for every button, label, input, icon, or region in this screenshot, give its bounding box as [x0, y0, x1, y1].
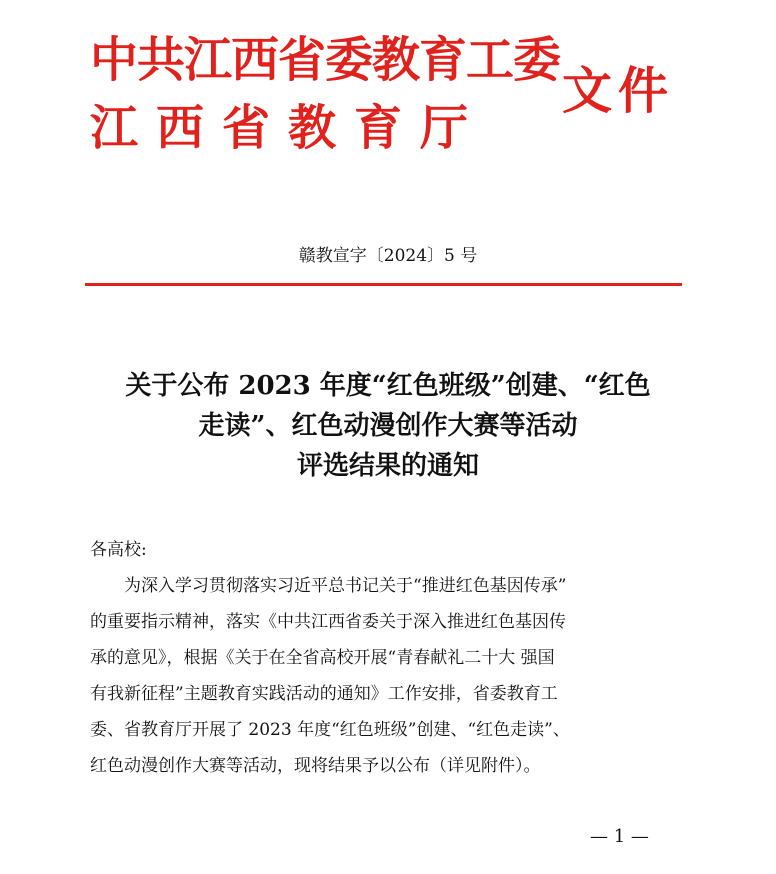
- salutation: 各高校:: [90, 540, 147, 560]
- title-line-2: 走读”、红色动漫创作大赛等活动: [198, 411, 578, 441]
- body-line: 承的意见》，根据《关于在全省高校开展“青春献礼二十大 强国: [90, 648, 555, 668]
- title-line-1: 关于公布 2023 年度“红色班级”创建、“红色: [125, 371, 651, 401]
- document-number: 赣教宣字〔2024〕5 号: [298, 246, 478, 266]
- body-line: 委、省教育厅开展了 2023 年度“红色班级”创建、“红色走读”、: [90, 720, 570, 740]
- page-number: — 1 —: [590, 826, 649, 847]
- body-line: 红色动漫创作大赛等活动，现将结果予以公布（详见附件）。: [90, 756, 541, 776]
- title-line-3: 评选结果的通知: [296, 451, 479, 481]
- document-type-label: 文件: [562, 61, 674, 120]
- issuer-name-line-2: 江西省教育厅: [90, 100, 487, 156]
- body-line: 为深入学习贯彻落实习近平总书记关于“推进红色基因传承”: [124, 576, 567, 596]
- body-line: 有我新征程”主题教育实践活动的通知》工作安排，省委教育工: [90, 684, 558, 704]
- document-title: [60, 366, 716, 486]
- body-line: 的重要指示精神，落实《中共江西省委关于深入推进红色基因传: [90, 612, 566, 632]
- red-separator-line: [85, 283, 682, 286]
- issuer-name-line-1: 中共江西省委教育工委: [90, 32, 561, 88]
- body-paragraph: [90, 568, 690, 784]
